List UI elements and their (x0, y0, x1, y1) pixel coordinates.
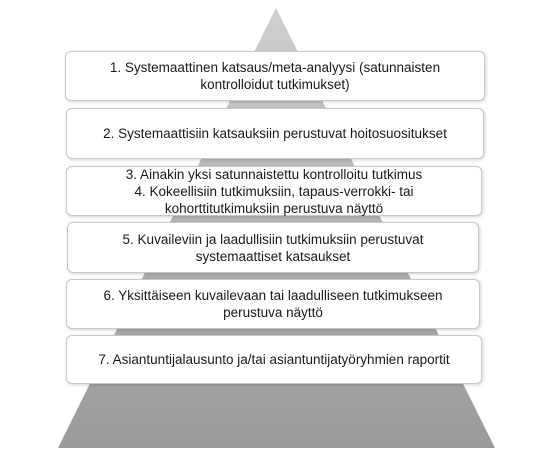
pyramid-level-7 (66, 335, 482, 384)
pyramid-level-3-4 (66, 166, 482, 216)
level-7-line-1: 7. Asiantuntijalausunto ja/tai asiantuntijatyöryhmien raportit (98, 352, 450, 367)
level-6-line-1: 6. Yksittäiseen kuvailevaan tai laadulliseen tutkimukseen (103, 288, 443, 303)
level-6-line-2: perustuva näyttö (223, 305, 323, 320)
level-1-line-1: 1. Systemaattinen katsaus/meta-analyysi (satunnaisten (109, 60, 441, 75)
pyramid-level-1 (65, 51, 485, 101)
pyramid-level-2 (66, 108, 484, 159)
level-1-line-2: kontrolloidut tutkimukset) (200, 77, 350, 92)
level-5-line-2: systemaattiset katsaukset (195, 248, 351, 264)
level-4-line-1: 4. Kokeellisiin tutkimuksiin, tapaus-verrokki- tai (134, 183, 414, 199)
pyramid-level-6 (66, 279, 480, 329)
pyramid-level-5 (67, 222, 479, 273)
level-2-line-1: 2. Systemaattisiin katsauksiin perustuvat hoitosuositukset (103, 126, 447, 141)
level-5-line-1: 5. Kuvaileviin ja laadullisiin tutkimuksiin perustuvat (122, 231, 424, 247)
level-3-line-1: 3. Ainakin yksi satunnaistettu kontrolloitu tutkimus (125, 166, 423, 182)
level-4-line-2: kohorttitutkimuksiin perustuva näyttö (164, 200, 384, 216)
